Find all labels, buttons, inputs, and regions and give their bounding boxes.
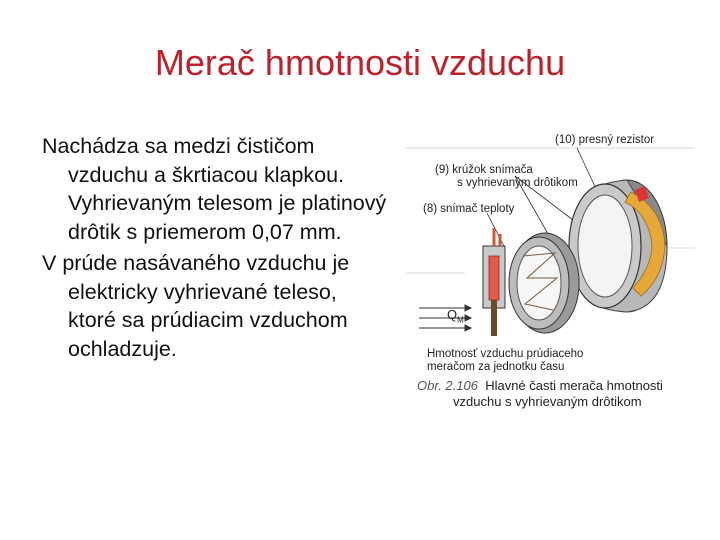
label-mass-1: Hmotnosť vzduchu prúdiaceho: [427, 348, 584, 360]
label-precise-resistor: (10) presný rezistor: [555, 134, 655, 146]
figure-caption: [417, 378, 697, 410]
outer-ring: [569, 180, 667, 312]
body-text: [42, 132, 387, 366]
sensor-ring: [509, 233, 579, 333]
label-heated-ring-1: (9) krúžok snímača: [435, 164, 533, 176]
label-flow-symbol: $Q_M$: [447, 307, 464, 325]
slide-title: Merač hmotnosti vzduchu: [154, 42, 566, 83]
probe-housing: [483, 228, 505, 336]
sensor-figure: [405, 128, 695, 418]
caption-line-1: Hlavné časti merača hmotnosti: [485, 378, 663, 393]
paragraph-2: V prúde nasávaného vzduchu je elektricky vyhrievané teleso, ktoré sa prúdiacim vzduchom ochladzuje.: [42, 250, 350, 361]
label-temp-sensor: (8) snímač teploty: [423, 203, 515, 215]
caption-line-2: vzduchu s vyhrievaným drôtikom: [453, 394, 642, 409]
caption-number: Obr. 2.106: [417, 378, 478, 393]
paragraph-1: Nachádza sa medzi čističom vzduchu a škrtiacou klapkou. Vyhrievaným telesom je platinový drôtik s priemerom 0,07 mm.: [42, 134, 387, 245]
label-mass-2: meračom za jednotku času: [427, 361, 565, 373]
label-heated-ring-2: s vyhrievaným drôtikom: [457, 177, 578, 189]
